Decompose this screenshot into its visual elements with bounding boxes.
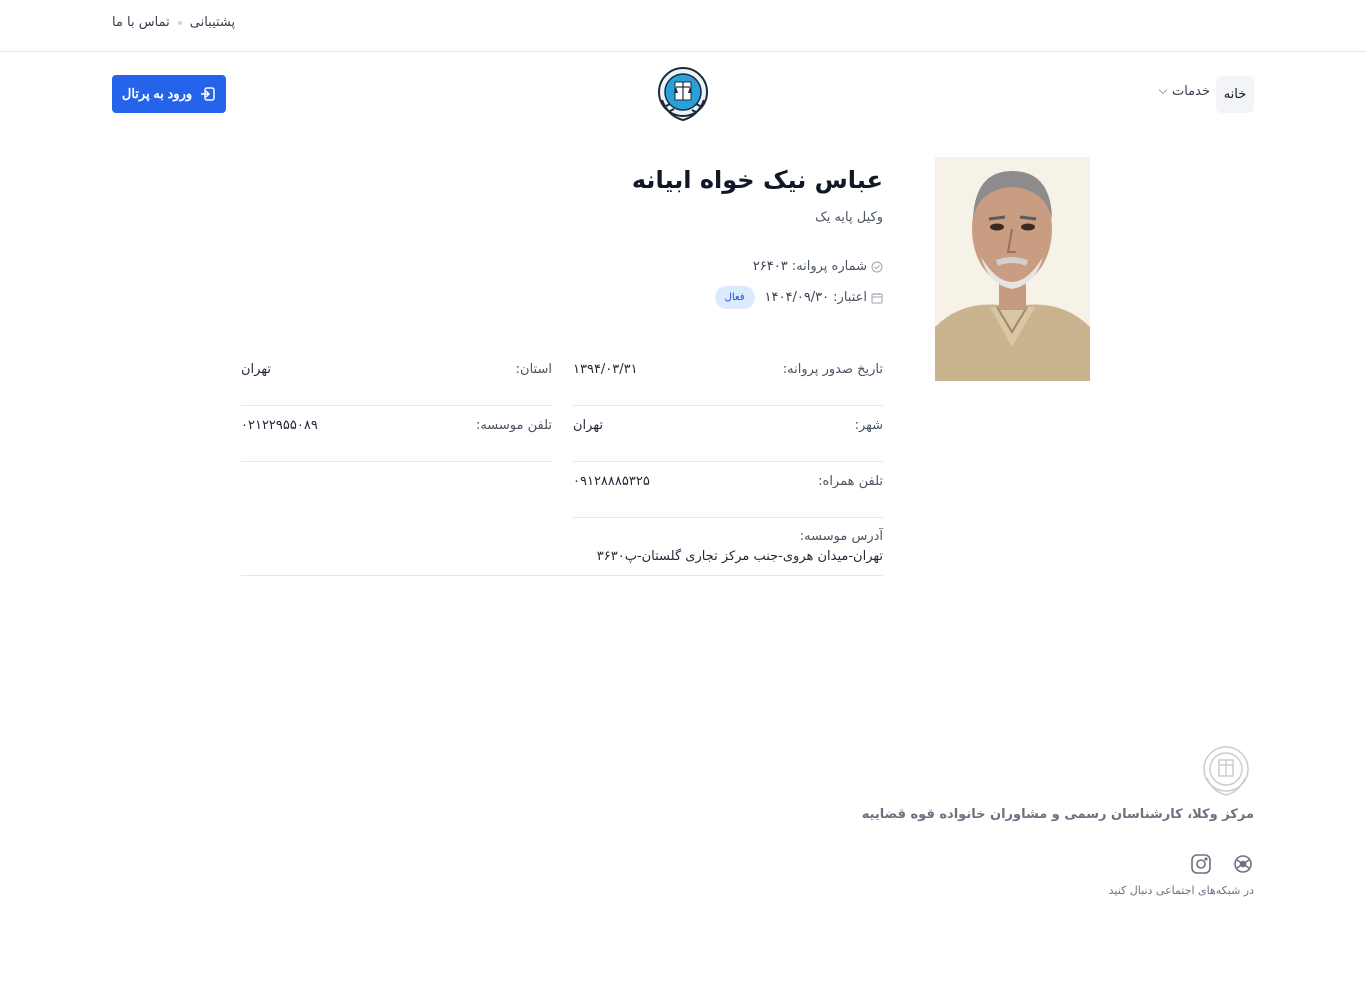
nav-services-dropdown[interactable] — [1160, 84, 1210, 99]
portal-login-button[interactable] — [112, 75, 226, 113]
office-phone-label: تلفن موسسه: — [475, 418, 552, 433]
judiciary-logo[interactable] — [654, 64, 712, 124]
lawyer-name: عباس نیک خواه ابیانه — [631, 166, 883, 194]
issue-date-label: تاریخ صدور پروانه: — [782, 362, 883, 377]
lawyer-photo — [935, 157, 1090, 381]
validity-label: اعتبار: — [833, 290, 867, 305]
address-value: تهران-میدان هروی-جنب مرکز تجاری گلستان-پ۳۶۳۰ — [596, 549, 883, 564]
main-navbar — [0, 52, 1366, 136]
address-field — [241, 520, 883, 576]
footer-follow-text: در شبکه‌های اجتماعی دنبال کنید — [1108, 884, 1254, 897]
calendar-icon — [871, 292, 883, 304]
city-field — [573, 406, 883, 462]
lawyer-role: وکیل پایه یک — [815, 210, 883, 225]
contact-link[interactable]: تماس با ما — [112, 15, 170, 30]
footer-logo — [1199, 744, 1253, 798]
instagram-icon[interactable] — [1190, 853, 1212, 875]
city-label: شهر: — [854, 418, 883, 433]
nav-services-label: خدمات — [1171, 84, 1210, 99]
mobile-value[interactable]: ۰۹۱۲۸۸۸۵۳۲۵ — [573, 474, 650, 489]
validity-row — [715, 286, 883, 309]
portal-login-label: ورود به پرتال — [121, 86, 193, 101]
status-badge: فعال — [715, 286, 755, 309]
social-links — [1190, 853, 1254, 875]
support-link[interactable]: پشتیبانی — [189, 15, 236, 30]
province-value: تهران — [241, 362, 271, 377]
city-value: تهران — [573, 418, 603, 433]
nav-home[interactable]: خانه — [1216, 76, 1254, 113]
office-phone-value[interactable]: ۰۲۱۲۲۹۵۵۰۸۹ — [241, 418, 318, 433]
mobile-field — [573, 462, 883, 518]
footer-title: مرکز وکلا، کارشناسان رسمی و مشاوران خانواده قوه قضاییه — [861, 807, 1254, 822]
chevron-down-icon — [1159, 86, 1167, 94]
license-label: شماره پروانه: — [791, 259, 867, 274]
login-icon — [200, 86, 216, 102]
separator-dot — [178, 21, 182, 25]
issue-date-value: ۱۳۹۴/۰۳/۳۱ — [573, 362, 638, 377]
issue-date-field — [573, 350, 883, 406]
license-number: ۲۶۴۰۳ — [752, 259, 788, 274]
validity-date: ۱۴۰۴/۰۹/۳۰ — [764, 290, 830, 305]
top-links — [112, 15, 235, 30]
province-label: استان: — [515, 362, 552, 377]
check-circle-icon — [871, 261, 883, 273]
address-label: آدرس موسسه: — [799, 529, 883, 544]
office-phone-field — [241, 406, 552, 462]
top-bar — [0, 0, 1366, 52]
mobile-label: تلفن همراه: — [818, 474, 883, 489]
network-icon[interactable] — [1232, 853, 1254, 875]
license-row — [753, 259, 883, 274]
province-field — [241, 350, 552, 406]
